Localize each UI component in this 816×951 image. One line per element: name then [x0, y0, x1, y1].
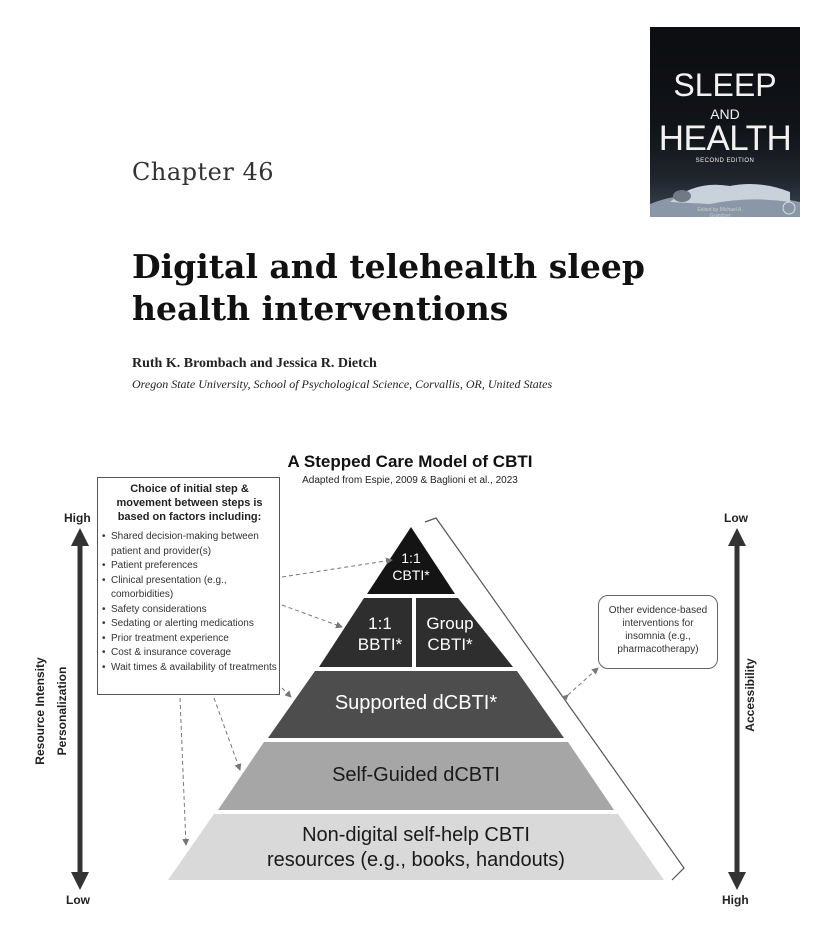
- left-axis-low-label: Low: [66, 893, 90, 907]
- tier2a-label: [345, 613, 415, 655]
- tier2a-line2: BBTI*: [357, 635, 403, 654]
- factor-item: • Safety considerations: [102, 603, 277, 618]
- factor-item: • Clinical presentation (e.g., comorbidities): [102, 574, 277, 603]
- chapter-title: Digital and telehealth sleep health interventions: [132, 247, 645, 328]
- right-axis-low-label: Low: [724, 511, 748, 525]
- factor-item: • Shared decision-making between patient and provider(s): [102, 530, 277, 559]
- cover-word-health: HEALTH: [658, 119, 792, 158]
- tier2b-line2: CBTI*: [427, 635, 473, 654]
- chapter-number: Chapter 46: [132, 158, 274, 186]
- factor-item: • Prior treatment experience: [102, 632, 277, 647]
- cover-edition: SECOND EDITION: [695, 158, 755, 164]
- factor-item: • Cost & insurance coverage: [102, 646, 277, 661]
- left-axis-label-resource: Resource Intensity: [33, 657, 47, 765]
- factors-heading: Choice of initial step & movement between steps is based on factors including:: [116, 483, 263, 523]
- left-axis-arrowhead-up: [71, 528, 89, 546]
- factors-list: [102, 530, 277, 675]
- tier2a-line1: 1:1: [368, 614, 392, 633]
- other-interventions-box: [598, 595, 718, 669]
- right-axis-arrowhead-down: [728, 872, 746, 890]
- factor-item: • Sedating or alerting medications: [102, 617, 277, 632]
- tier1-line1: 1:1: [401, 550, 421, 566]
- tier2b-label: [414, 613, 486, 655]
- tier3-label: Supported dCBTI*: [334, 692, 498, 714]
- factors-box: [97, 477, 280, 695]
- dashed-arrow-to-tier2: [282, 605, 342, 627]
- other-interventions-text: Other evidence-based interventions for insomnia (e.g., pharmacotherapy): [608, 605, 708, 655]
- tier5-label: [168, 823, 664, 873]
- cover-word-and: AND: [710, 106, 740, 122]
- right-axis-arrowhead-up: [728, 528, 746, 546]
- tier4-label: Self-Guided dCBTI: [332, 764, 500, 786]
- tier5-line2: resources (e.g., books, handouts): [267, 849, 565, 871]
- left-axis-high-label: High: [64, 511, 91, 525]
- right-axis-high-label: High: [722, 893, 749, 907]
- left-axis-arrowhead-down: [71, 872, 89, 890]
- tier1-label: [381, 550, 441, 584]
- dashed-arrow-to-tier4: [214, 698, 240, 770]
- right-axis-label-accessibility: Accessibility: [743, 658, 757, 732]
- cover-word-sleep: SLEEP: [673, 67, 777, 103]
- tier2b-line1: Group: [426, 614, 474, 633]
- factor-item: • Wait times & availability of treatments: [102, 661, 277, 676]
- figure-title: A Stepped Care Model of CBTI: [287, 452, 533, 471]
- affiliation: Oregon State University, School of Psychological Science, Corvallis, OR, United States: [132, 377, 553, 391]
- dashed-double-arrow-other: [568, 668, 598, 695]
- factor-item: • Patient preferences: [102, 559, 277, 574]
- dashed-arrow-to-tier1: [282, 560, 392, 577]
- tier1-line2: CBTI*: [392, 567, 430, 583]
- figure-subtitle: Adapted from Espie, 2009 & Baglioni et al., 2023: [302, 475, 518, 486]
- cover-editor: Edited by Michael A. Grandner: [697, 207, 743, 217]
- authors: Ruth K. Brombach and Jessica R. Dietch: [132, 356, 377, 371]
- left-axis-label-personalization: Personalization: [55, 666, 69, 756]
- tier5-line1: Non-digital self-help CBTI: [302, 824, 530, 846]
